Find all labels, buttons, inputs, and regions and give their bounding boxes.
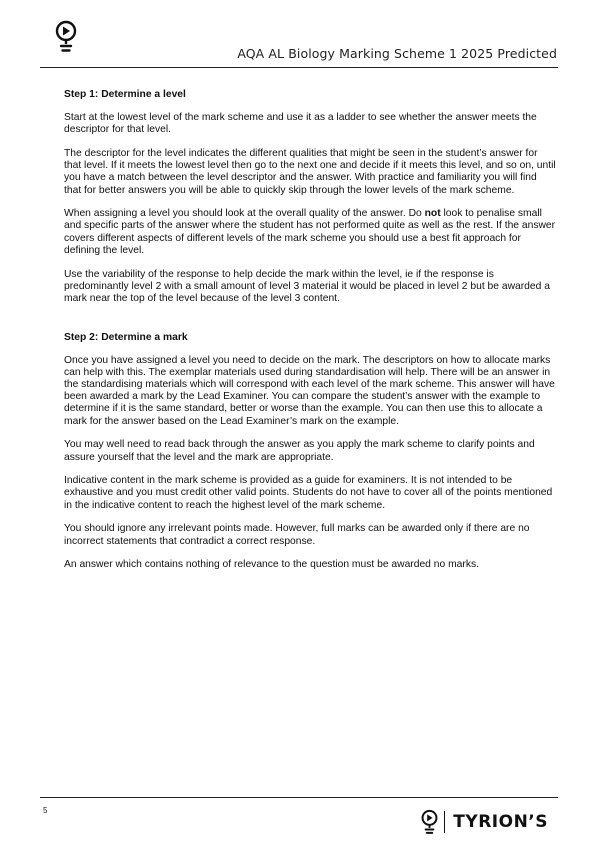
document-title: AQA AL Biology Marking Scheme 1 2025 Predicted: [237, 46, 557, 61]
step-2-paragraph-5: An answer which contains nothing of relevance to the question must be awarded no marks.: [64, 559, 479, 571]
step-1-paragraph-1: Start at the lowest level of the mark scheme and use it as a ladder to see whether the answer meets the descriptor for that level.: [64, 112, 537, 136]
step-2-paragraph-4: You should ignore any irrelevant points made. However, full marks can be awarded only if there are no incorrect statements that contradict a correct response.: [64, 523, 530, 547]
step-1-heading: Step 1: Determine a level: [64, 89, 186, 100]
lightbulb-play-icon: [55, 20, 77, 54]
paragraph-text: look to penalise small and specific parts of the answer where the student has not performed quite as well as the rest. If the answer covers different aspects of different levels of the mark scheme you should use a best fit approach for defining the level.: [64, 208, 556, 256]
step-2-paragraph-2: You may well need to read back through the answer as you apply the mark scheme to clarify points and assure yourself that the level and the mark are appropriate.: [64, 439, 535, 463]
section-spacer: [64, 317, 556, 331]
footer-divider: [40, 797, 558, 798]
header-divider: [40, 67, 558, 68]
step-1-paragraph-2: The descriptor for the level indicates the different qualities that might be seen in the student’s answer for that level. If it meets the lowest level then go to the next one and decide if it meets this level, and so on, until you have a match between the level descriptor and the answer. With practice and familiarity you will find that for better answers you will be able to quickly skip through the lower levels of the mark scheme.: [64, 147, 556, 196]
emphasis-not: not: [424, 208, 441, 220]
brand-name: TYRION’S: [453, 812, 548, 832]
step-1-paragraph-3: [64, 208, 556, 257]
step-2-paragraph-1: Once you have assigned a level you need to decide on the mark. The descriptors on how to allocate marks can help with this. The exemplar materials used during standardisation will help. There will be an answer in the standardising materials which will correspond with each level of the mark scheme. This answer will have been awarded a mark by the Lead Examiner. You can compare the student’s answer with the example to determine if it is the same standard, better or worse than the example. You can then use this to allocate a mark for the answer based on the Lead Examiner’s mark on the example.: [64, 354, 555, 427]
lightbulb-play-icon: [421, 809, 438, 836]
step-2-paragraph-3: Indicative content in the mark scheme is provided as a guide for examiners. It is not intended to be exhaustive and you must credit other valid points. Students do not have to cover all of the points mentioned in the indicative content to reach the highest level of the mark scheme.: [64, 475, 553, 511]
step-2-heading: Step 2: Determine a mark: [64, 331, 188, 343]
page-number: 5: [43, 806, 48, 815]
paragraph-text: When assigning a level you should look at the overall quality of the answer. Do: [64, 208, 425, 220]
footer-brand-logo: [421, 808, 548, 836]
mark-scheme-guidance: [64, 88, 556, 583]
brand-divider: [444, 811, 446, 833]
step-1-paragraph-4: Use the variability of the response to help decide the mark within the level, ie if the response is predominantly level 2 with a small amount of level 3 material it would be placed in level 2 but be awarded a mark near the top of the level because of the level 3 content.: [64, 268, 550, 304]
